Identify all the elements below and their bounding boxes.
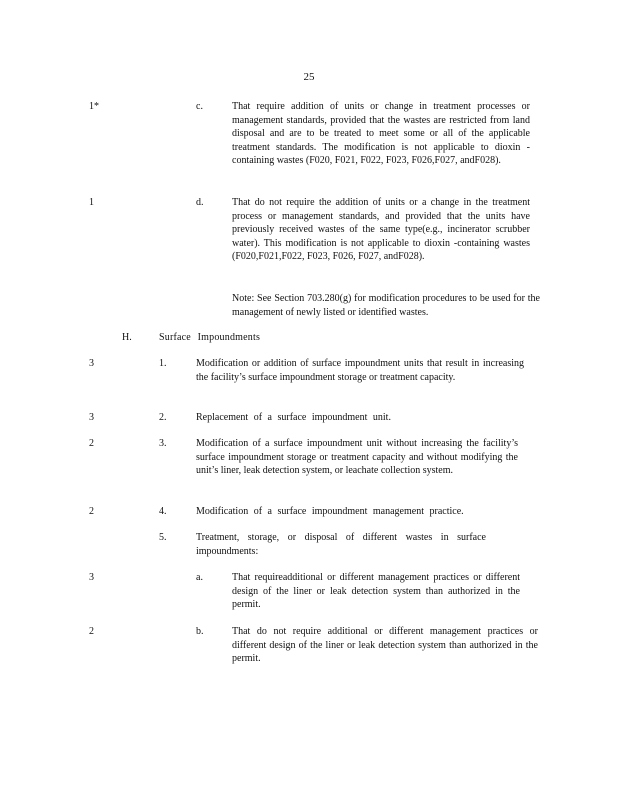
modification-class: 1	[89, 197, 94, 208]
modification-class: 3	[89, 358, 94, 369]
modification-class: 3	[89, 572, 94, 583]
modification-class: 3	[89, 412, 94, 423]
modification-class: 2	[89, 626, 94, 637]
section-heading: Surface Impoundments	[159, 332, 261, 343]
item-label: d.	[196, 197, 204, 208]
item-text: That do not require additional or different management practices or different design of the liner or leak detection system than authorized in the permit.	[232, 626, 538, 665]
item-text: That do not require the addition of units or a change in the treatment process or management standards, and provided that the units have previously received wastes of the same type(e.g., incinerator scrubber water). This modification is not applicable to dioxin -containing wastes (F020,F021,F022, F023, F026, F027, andF028).	[232, 197, 530, 263]
modification-class: 2	[89, 506, 94, 517]
item-text: Treatment, storage, or disposal of different wastes in surface impoundments:	[196, 532, 486, 557]
item-text: Modification of a surface impoundment management practice.	[196, 506, 464, 517]
modification-class: 1*	[89, 101, 99, 112]
item-label: 1.	[159, 358, 167, 369]
item-label: 5.	[159, 532, 167, 543]
modification-class: 2	[89, 438, 94, 449]
item-text: That requireadditional or different management practices or different design of the liner or leak detection system than authorized in the permit.	[232, 572, 520, 611]
item-text: That require addition of units or change in treatment processes or management standards, provided that the wastes are restricted from land disposal and are to be treated to meet some or all of the applicable treatment standards. The modification is not applicable to dioxin -containing wastes (F020, F021, F022, F023, F026,F027, andF028).	[232, 101, 530, 167]
item-label: 2.	[159, 412, 167, 423]
item-text: Replacement of a surface impoundment unit.	[196, 412, 391, 423]
item-text: Modification or addition of surface impoundment units that result in increasing the facility’s surface impoundment storage or treatment capacity.	[196, 358, 524, 383]
note-text: Note: See Section 703.280(g) for modification procedures to be used for the management of newly listed or identified wastes.	[232, 293, 540, 318]
item-label: 3.	[159, 438, 167, 449]
item-label: b.	[196, 626, 204, 637]
item-text: Modification of a surface impoundment unit without increasing the facility’s surface impoundment storage or treatment capacity and without modifying the unit’s liner, leak detection system, or leachate collection system.	[196, 438, 518, 477]
page-number: 25	[303, 71, 315, 83]
item-label: a.	[196, 572, 203, 583]
item-label: 4.	[159, 506, 167, 517]
item-label: c.	[196, 101, 203, 112]
section-label: H.	[122, 332, 132, 343]
